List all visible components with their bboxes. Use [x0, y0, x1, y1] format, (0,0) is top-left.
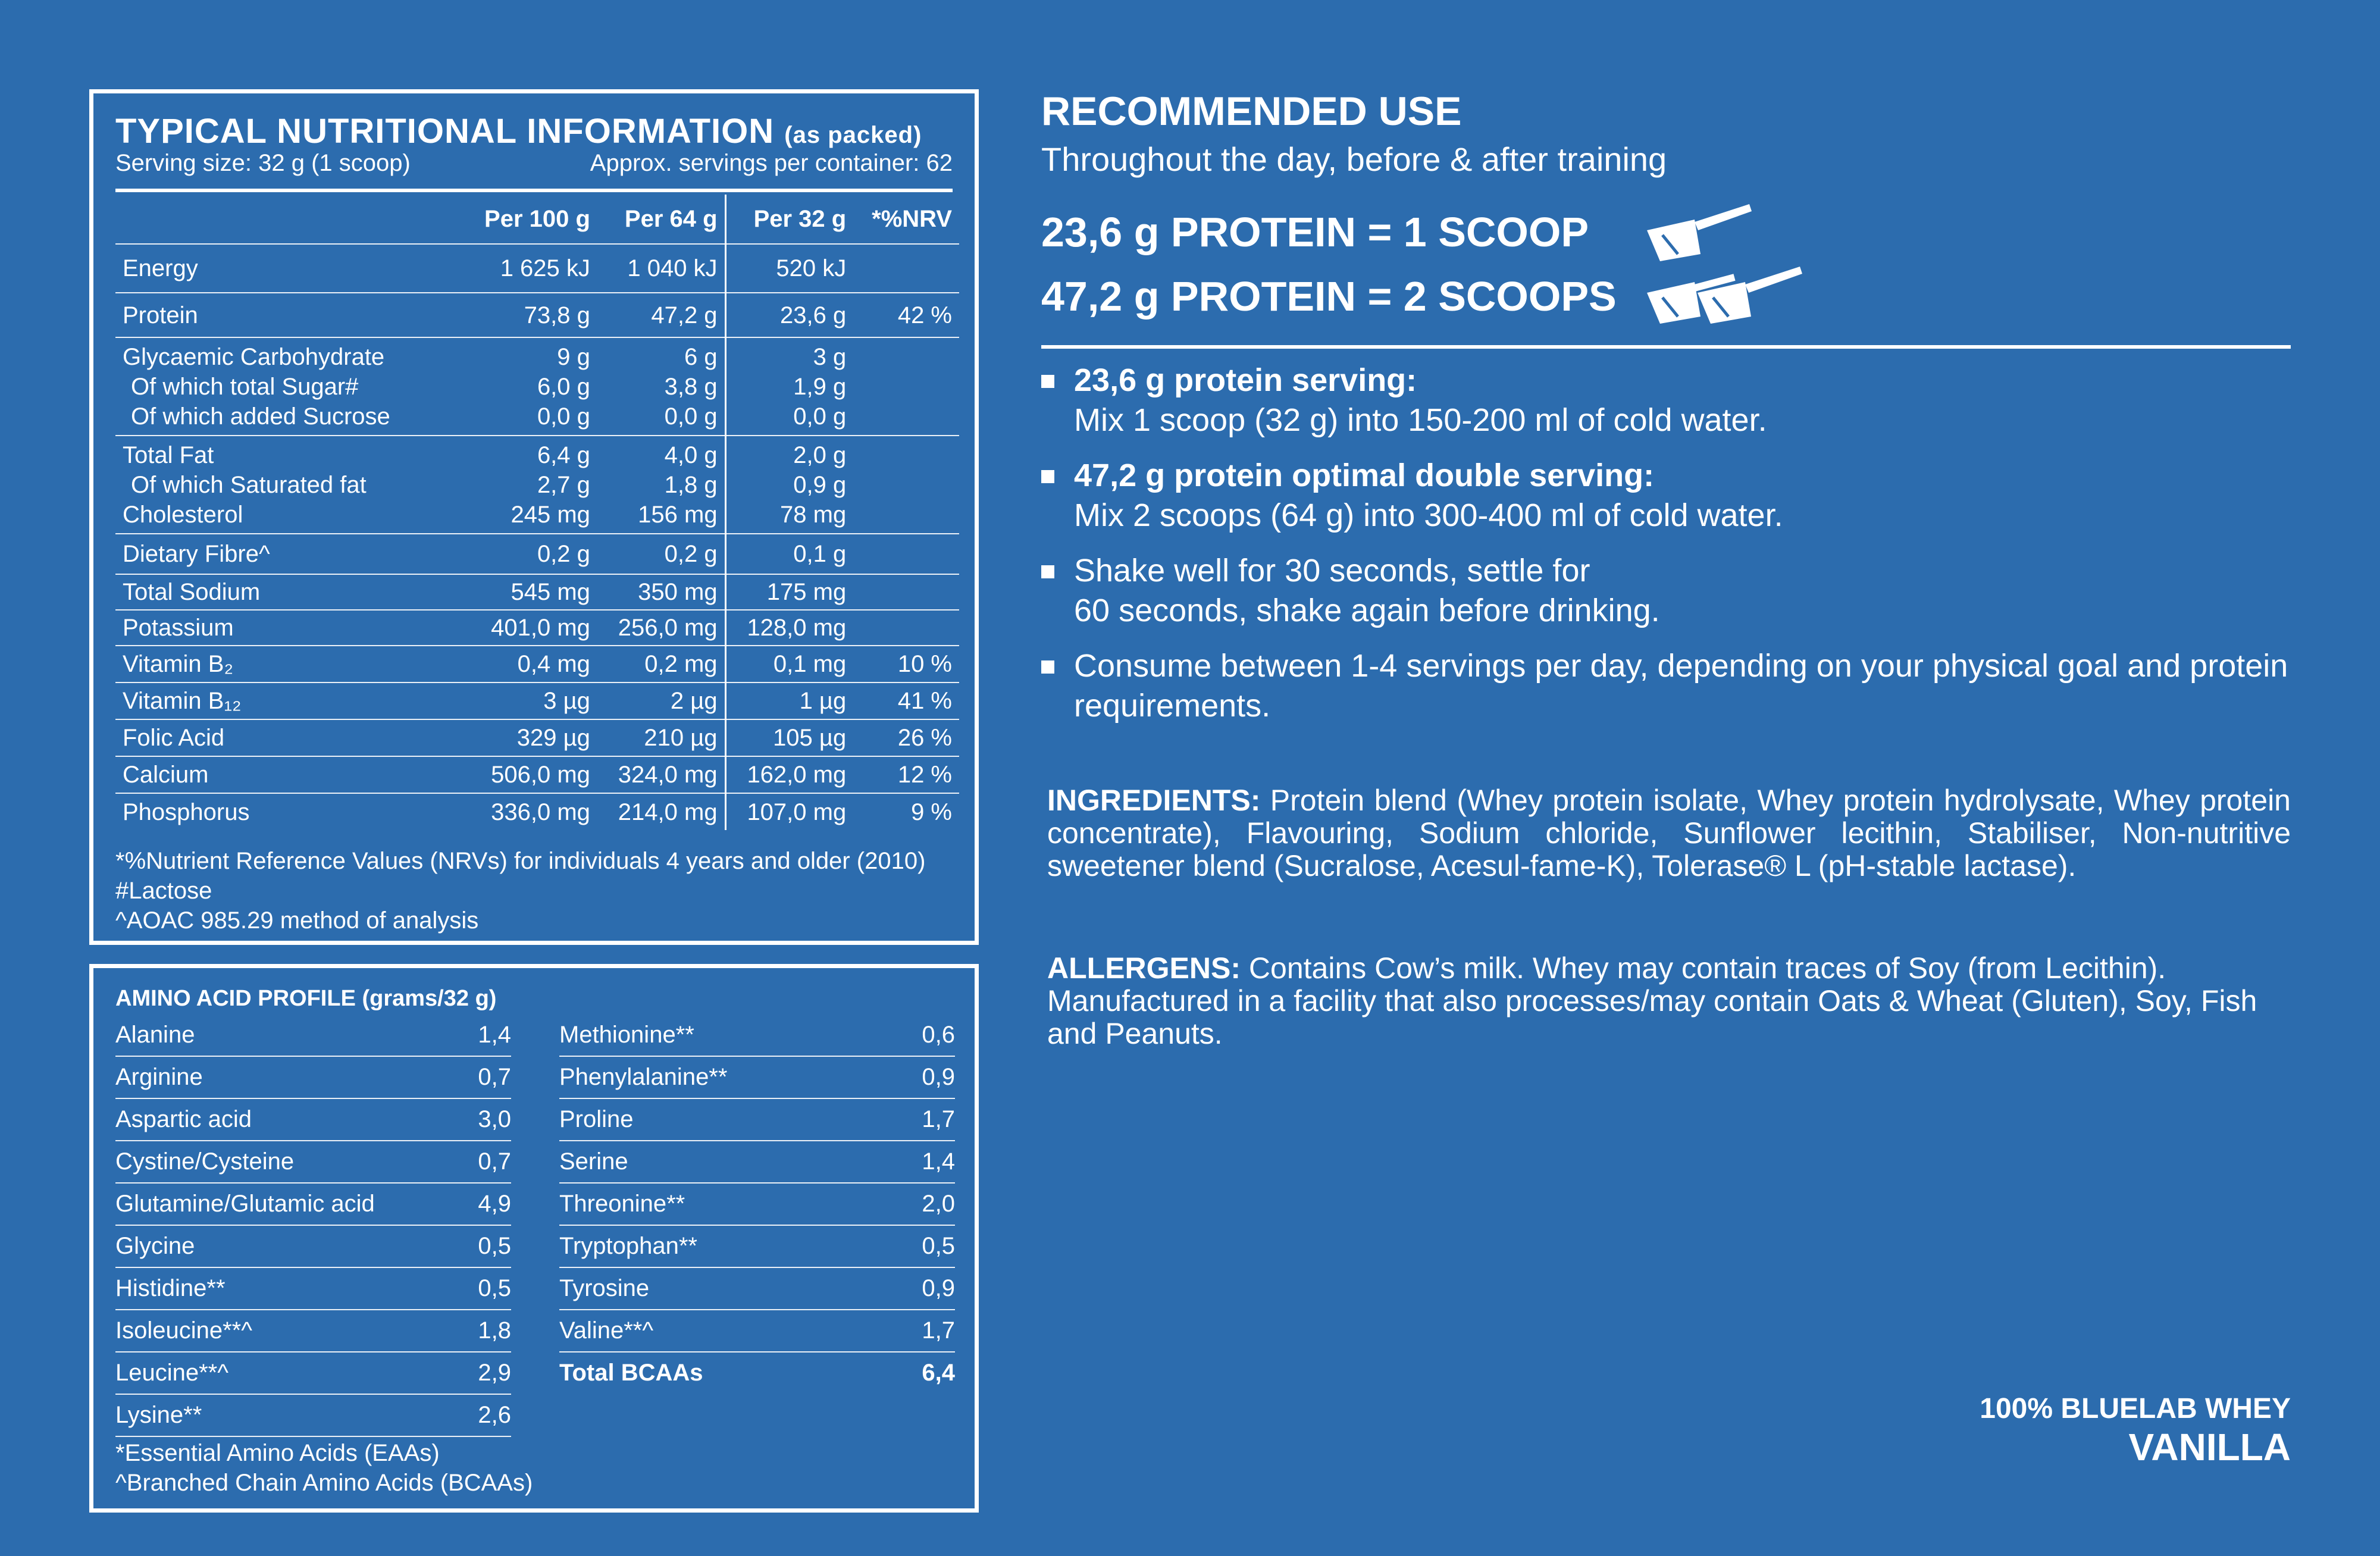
amino-name: Isoleucine**^	[115, 1310, 466, 1352]
nutrition-cell: 4,0 g	[664, 442, 718, 468]
footnote-aoac: ^AOAC 985.29 method of analysis	[115, 907, 479, 934]
nutrient-nrv	[853, 682, 959, 719]
amino-name: Serine	[559, 1141, 890, 1183]
amino-row	[115, 1394, 511, 1436]
nutrition-title-note: (as packed)	[784, 122, 922, 148]
nutrition-cell: 0,2 g	[664, 541, 718, 567]
nutrient-value	[463, 719, 597, 756]
nutrition-cell: 105 µg	[773, 725, 847, 751]
nutrient-value	[725, 646, 853, 682]
footnote-eaa: *Essential Amino Acids (EAAs)	[115, 1440, 440, 1466]
amino-name: Alanine	[115, 1015, 466, 1056]
nutrition-cell: Potassium	[123, 615, 234, 641]
nutrition-cell: 506,0 mg	[491, 762, 590, 788]
nutrition-cell: 12 %	[897, 762, 952, 788]
nutrition-cell: 162,0 mg	[747, 762, 847, 788]
nutrition-cell: Of which Saturated fat	[131, 471, 367, 498]
nutrient-name	[115, 610, 463, 646]
nutrition-cell: 0,4 mg	[517, 651, 590, 677]
recommended-subtitle: Throughout the day, before & after training	[1041, 140, 1667, 178]
flavour-name: VANILLA	[2128, 1426, 2291, 1469]
nutrition-table	[115, 195, 959, 830]
nutrition-row	[115, 756, 959, 793]
nutrition-cell: Glycaemic Carbohydrate	[123, 343, 385, 370]
nutrient-value	[725, 244, 853, 293]
recommended-title: RECOMMENDED USE	[1041, 89, 1462, 134]
nutrition-panel	[89, 89, 979, 945]
amino-value: 2,0	[890, 1183, 955, 1225]
nutrient-value	[463, 293, 597, 337]
nutrition-cell: 0,0 g	[793, 403, 847, 430]
nutrition-cell: Phosphorus	[123, 799, 250, 825]
footnote-nrv: *%Nutrient Reference Values (NRVs) for individuals 4 years and older (2010)	[115, 848, 926, 874]
ingredients	[1047, 784, 2291, 882]
header-blank	[115, 195, 463, 244]
amino-row	[559, 1015, 955, 1056]
nutrient-value	[597, 534, 725, 574]
serving-size: Serving size: 32 g (1 scoop)	[115, 150, 411, 176]
footnote-bcaa: ^Branched Chain Amino Acids (BCAAs)	[115, 1470, 533, 1496]
nutrient-name	[115, 337, 463, 436]
nutrition-cell: 0,0 g	[664, 403, 718, 430]
nutrition-cell: 1 040 kJ	[627, 255, 718, 281]
header-per-32g: Per 32 g	[753, 206, 847, 232]
nutrition-cell: 1 625 kJ	[500, 255, 590, 281]
nutrition-cell: 128,0 mg	[747, 615, 847, 641]
nutrition-cell: 6,0 g	[537, 373, 590, 400]
product-name: 100% BLUELAB WHEY	[1980, 1393, 2291, 1424]
amino-name: Phenylalanine**	[559, 1056, 890, 1098]
amino-name: Aspartic acid	[115, 1098, 466, 1141]
amino-row	[559, 1183, 955, 1225]
amino-row	[559, 1310, 955, 1352]
nutrition-cell: 0,0 g	[537, 403, 590, 430]
recommended-rule	[1041, 345, 2291, 349]
nutrient-name	[115, 244, 463, 293]
nutrition-cell: 324,0 mg	[618, 762, 718, 788]
nutrition-cell: 9 g	[557, 343, 590, 370]
nutrition-title	[115, 111, 922, 151]
amino-row	[115, 1310, 511, 1352]
nutrient-name	[115, 719, 463, 756]
amino-value: 2,6	[466, 1394, 511, 1436]
amino-name: Tryptophan**	[559, 1225, 890, 1267]
nutrition-cell: 1,8 g	[664, 471, 718, 498]
nutrition-cell: 2,7 g	[537, 471, 590, 498]
nutrition-cell: 1,9 g	[793, 373, 847, 400]
usage-bullet	[1041, 551, 2303, 631]
nutrition-cell: 0,2 g	[537, 541, 590, 567]
amino-name: Arginine	[115, 1056, 466, 1098]
nutrient-value	[725, 682, 853, 719]
amino-name: Glutamine/Glutamic acid	[115, 1183, 466, 1225]
nutrition-cell: 210 µg	[644, 725, 718, 751]
amino-name: Tyrosine	[559, 1267, 890, 1310]
amino-value: 1,7	[890, 1310, 955, 1352]
nutrition-cell: 0,2 mg	[644, 651, 718, 677]
nutrition-rule	[115, 189, 953, 192]
header-nrv: *%NRV	[872, 206, 952, 232]
amino-row	[115, 1015, 511, 1056]
amino-value: 0,5	[890, 1225, 955, 1267]
nutrient-value	[463, 337, 597, 436]
nutrient-nrv	[853, 293, 959, 337]
amino-row	[115, 1225, 511, 1267]
amino-row	[115, 1267, 511, 1310]
nutrition-cell: 3 g	[813, 343, 847, 370]
ingredients-text: Protein blend (Whey protein isolate, Whey protein hydrolysate, Whey protein concentrate), Flavouring, Sodium chloride, Sunflower lecithin, Stabiliser, Non-nutritive sweetener blend (Sucralose, Acesul-fame-K), Tolerase® L (pH-stable lactase).	[1047, 784, 2291, 882]
nutrient-value	[463, 756, 597, 793]
nutrition-cell: 350 mg	[638, 579, 718, 605]
nutrient-nrv	[853, 337, 959, 436]
nutrient-value	[725, 534, 853, 574]
nutrient-value	[597, 719, 725, 756]
amino-row	[115, 1141, 511, 1183]
nutrition-cell: Folic Acid	[123, 725, 225, 751]
amino-value: 1,4	[890, 1141, 955, 1183]
nutrition-cell: 9 %	[911, 799, 952, 825]
nutrient-name	[115, 574, 463, 610]
nutrition-cell: 175 mg	[766, 579, 847, 605]
amino-name: Methionine**	[559, 1015, 890, 1056]
nutrition-row	[115, 793, 959, 830]
nutrient-value	[725, 337, 853, 436]
nutrition-rows	[115, 244, 959, 830]
ingredients-label: INGREDIENTS:	[1047, 784, 1261, 817]
nutrition-cell: 3 µg	[543, 688, 590, 714]
header-per-100g: Per 100 g	[484, 206, 590, 232]
nutrition-cell: 336,0 mg	[491, 799, 590, 825]
usage-bullet-text: Mix 2 scoops (64 g) into 300-400 ml of cold water.	[1074, 497, 1783, 533]
amino-table-right	[559, 1015, 955, 1394]
nutrient-name	[115, 682, 463, 719]
nutrient-value	[597, 793, 725, 830]
amino-total-name: Total BCAAs	[559, 1360, 703, 1386]
usage-bullet-text: Shake well for 30 seconds, settle for 60 seconds, shake again before drinking.	[1074, 553, 1660, 628]
nutrition-cell: 245 mg	[511, 501, 590, 528]
nutrition-row	[115, 436, 959, 534]
amino-row	[559, 1225, 955, 1267]
nutrient-value	[463, 682, 597, 719]
amino-value: 3,0	[466, 1098, 511, 1141]
nutrition-cell: 520 kJ	[776, 255, 847, 281]
nutrient-name	[115, 293, 463, 337]
amino-row	[559, 1098, 955, 1141]
nutrition-cell: 78 mg	[780, 501, 847, 528]
nutrient-value	[597, 436, 725, 534]
nutrition-cell: Total Sodium	[123, 579, 261, 605]
nutrient-value	[725, 719, 853, 756]
nutrition-row	[115, 534, 959, 574]
amino-value: 0,6	[890, 1015, 955, 1056]
amino-row	[559, 1267, 955, 1310]
nutrition-cell: 2,0 g	[793, 442, 847, 468]
amino-name: Leucine**^	[115, 1352, 466, 1394]
nutrient-value	[597, 646, 725, 682]
amino-name: Lysine**	[115, 1394, 466, 1436]
amino-value: 1,8	[466, 1310, 511, 1352]
nutrient-value	[725, 293, 853, 337]
nutrition-cell: 0,1 g	[793, 541, 847, 567]
amino-name: Glycine	[115, 1225, 466, 1267]
nutrient-value	[597, 337, 725, 436]
footnote-lactose: #Lactose	[115, 878, 212, 904]
nutrition-cell: Protein	[123, 302, 198, 328]
amino-value: 2,9	[466, 1352, 511, 1394]
nutrition-cell: Cholesterol	[123, 501, 243, 528]
nutrient-nrv	[853, 610, 959, 646]
nutrition-cell: Energy	[123, 255, 198, 281]
nutrient-nrv	[853, 574, 959, 610]
amino-title: AMINO ACID PROFILE (grams/32 g)	[115, 986, 497, 1011]
nutrient-name	[115, 793, 463, 830]
nutrient-name	[115, 436, 463, 534]
nutrient-value	[597, 293, 725, 337]
amino-value: 0,5	[466, 1267, 511, 1310]
nutrient-value	[463, 534, 597, 574]
nutrition-cell: 107,0 mg	[747, 799, 847, 825]
nutrient-nrv	[853, 719, 959, 756]
amino-name: Proline	[559, 1098, 890, 1141]
usage-bullet	[1041, 456, 2303, 536]
allergens-text: Contains Cow’s milk. Whey may contain traces of Soy (from Lecithin). Manufactured in a facility that also processes/may contain Oats & Wheat (Gluten), Soy, Fish and Peanuts.	[1047, 951, 2257, 1050]
nutrition-cell: 256,0 mg	[618, 615, 718, 641]
nutrition-title-text: TYPICAL NUTRITIONAL INFORMATION	[115, 112, 775, 151]
scoop-line-2: 47,2 g PROTEIN = 2 SCOOPS	[1041, 273, 1617, 320]
nutrition-cell: 23,6 g	[780, 302, 847, 328]
amino-row	[115, 1056, 511, 1098]
nutrient-value	[597, 756, 725, 793]
nutrient-value	[463, 610, 597, 646]
amino-acid-panel	[89, 964, 979, 1513]
scoop-line-1: 23,6 g PROTEIN = 1 SCOOP	[1041, 209, 1589, 255]
usage-bullet-text: Mix 1 scoop (32 g) into 150-200 ml of cold water.	[1074, 402, 1767, 438]
nutrient-value	[597, 244, 725, 293]
nutrition-cell: 3,8 g	[664, 373, 718, 400]
nutrition-cell: 41 %	[897, 688, 952, 714]
nutrition-cell: Vitamin B₁₂	[123, 688, 242, 714]
nutrition-cell: Vitamin B₂	[123, 651, 233, 677]
nutrient-value	[463, 436, 597, 534]
brand-block	[1980, 1392, 2291, 1469]
nutrient-nrv	[853, 756, 959, 793]
amino-name: Cystine/Cysteine	[115, 1141, 466, 1183]
nutrition-cell: 42 %	[897, 302, 952, 328]
nutrient-value	[725, 436, 853, 534]
nutrition-cell: 0,1 mg	[773, 651, 847, 677]
nutrition-cell: 26 %	[897, 725, 952, 751]
amino-table-left	[115, 1015, 511, 1437]
amino-row	[115, 1183, 511, 1225]
amino-row	[559, 1056, 955, 1098]
scoop-icon	[1642, 199, 1761, 265]
nutrient-nrv	[853, 534, 959, 574]
nutrient-name	[115, 646, 463, 682]
nutrient-value	[725, 610, 853, 646]
amino-total-row	[559, 1352, 955, 1394]
amino-value: 0,5	[466, 1225, 511, 1267]
nutrient-name	[115, 756, 463, 793]
amino-row	[115, 1098, 511, 1141]
nutrient-name	[115, 534, 463, 574]
amino-name: Histidine**	[115, 1267, 466, 1310]
nutrition-cell: 73,8 g	[524, 302, 590, 328]
nutrition-header-row	[115, 195, 959, 244]
nutrition-cell: 10 %	[897, 651, 952, 677]
nutrition-row	[115, 337, 959, 436]
allergens	[1047, 952, 2291, 1050]
nutrition-cell: 2 µg	[670, 688, 718, 714]
nutrient-value	[463, 646, 597, 682]
amino-name: Threonine**	[559, 1183, 890, 1225]
nutrition-row	[115, 293, 959, 337]
nutrient-value	[597, 682, 725, 719]
nutrient-value	[463, 793, 597, 830]
nutrition-cell: 214,0 mg	[618, 799, 718, 825]
nutrition-cell: Calcium	[123, 762, 209, 788]
amino-value: 0,7	[466, 1141, 511, 1183]
servings-per-container: Approx. servings per container: 62	[590, 150, 953, 176]
amino-value: 1,7	[890, 1098, 955, 1141]
nutrition-cell: Of which total Sugar#	[131, 373, 359, 400]
usage-bullet	[1041, 646, 2303, 726]
nutrition-cell: 47,2 g	[651, 302, 718, 328]
nutrition-cell: 6,4 g	[537, 442, 590, 468]
amino-total-value: 6,4	[922, 1360, 955, 1386]
nutrition-cell: 6 g	[684, 343, 718, 370]
amino-value: 0,7	[466, 1056, 511, 1098]
nutrition-row	[115, 719, 959, 756]
usage-bullets	[1041, 361, 2303, 741]
usage-bullet-heading: 47,2 g protein optimal double serving:	[1074, 458, 1655, 493]
nutrient-nrv	[853, 646, 959, 682]
nutrition-cell: 0,9 g	[793, 471, 847, 498]
amino-value: 4,9	[466, 1183, 511, 1225]
nutrient-value	[597, 610, 725, 646]
nutrition-cell: Total Fat	[123, 442, 214, 468]
amino-value: 0,9	[890, 1267, 955, 1310]
amino-row	[115, 1352, 511, 1394]
nutrition-cell: 1 µg	[799, 688, 847, 714]
nutrient-value	[463, 244, 597, 293]
amino-value: 1,4	[466, 1015, 511, 1056]
amino-row	[559, 1141, 955, 1183]
usage-bullet-heading: 23,6 g protein serving:	[1074, 362, 1417, 398]
nutrient-value	[725, 756, 853, 793]
nutrient-nrv	[853, 793, 959, 830]
usage-bullet-text: Consume between 1-4 servings per day, depending on your physical goal and protein requirements.	[1074, 648, 2288, 724]
nutrition-row	[115, 646, 959, 682]
nutrition-footnotes	[115, 846, 925, 935]
nutrition-row	[115, 610, 959, 646]
nutrient-value	[463, 574, 597, 610]
nutrition-row	[115, 244, 959, 293]
header-per-64g: Per 64 g	[597, 195, 725, 244]
amino-value: 0,9	[890, 1056, 955, 1098]
nutrition-cell: 401,0 mg	[491, 615, 590, 641]
nutrition-cell: Dietary Fibre^	[123, 541, 270, 567]
nutrient-value	[725, 574, 853, 610]
scoop-icon-double-2	[1693, 262, 1812, 327]
nutrient-nrv	[853, 436, 959, 534]
nutrition-cell: 329 µg	[516, 725, 590, 751]
nutrition-cell: 156 mg	[638, 501, 718, 528]
nutrition-cell: Of which added Sucrose	[131, 403, 390, 430]
nutrient-nrv	[853, 244, 959, 293]
nutrient-value	[725, 793, 853, 830]
allergens-label: ALLERGENS:	[1047, 951, 1241, 985]
nutrition-row	[115, 682, 959, 719]
amino-name: Valine**^	[559, 1310, 890, 1352]
nutrition-row	[115, 574, 959, 610]
amino-footnotes	[115, 1438, 533, 1498]
usage-bullet	[1041, 361, 2303, 440]
nutrient-value	[597, 574, 725, 610]
nutrition-cell: 545 mg	[511, 579, 590, 605]
